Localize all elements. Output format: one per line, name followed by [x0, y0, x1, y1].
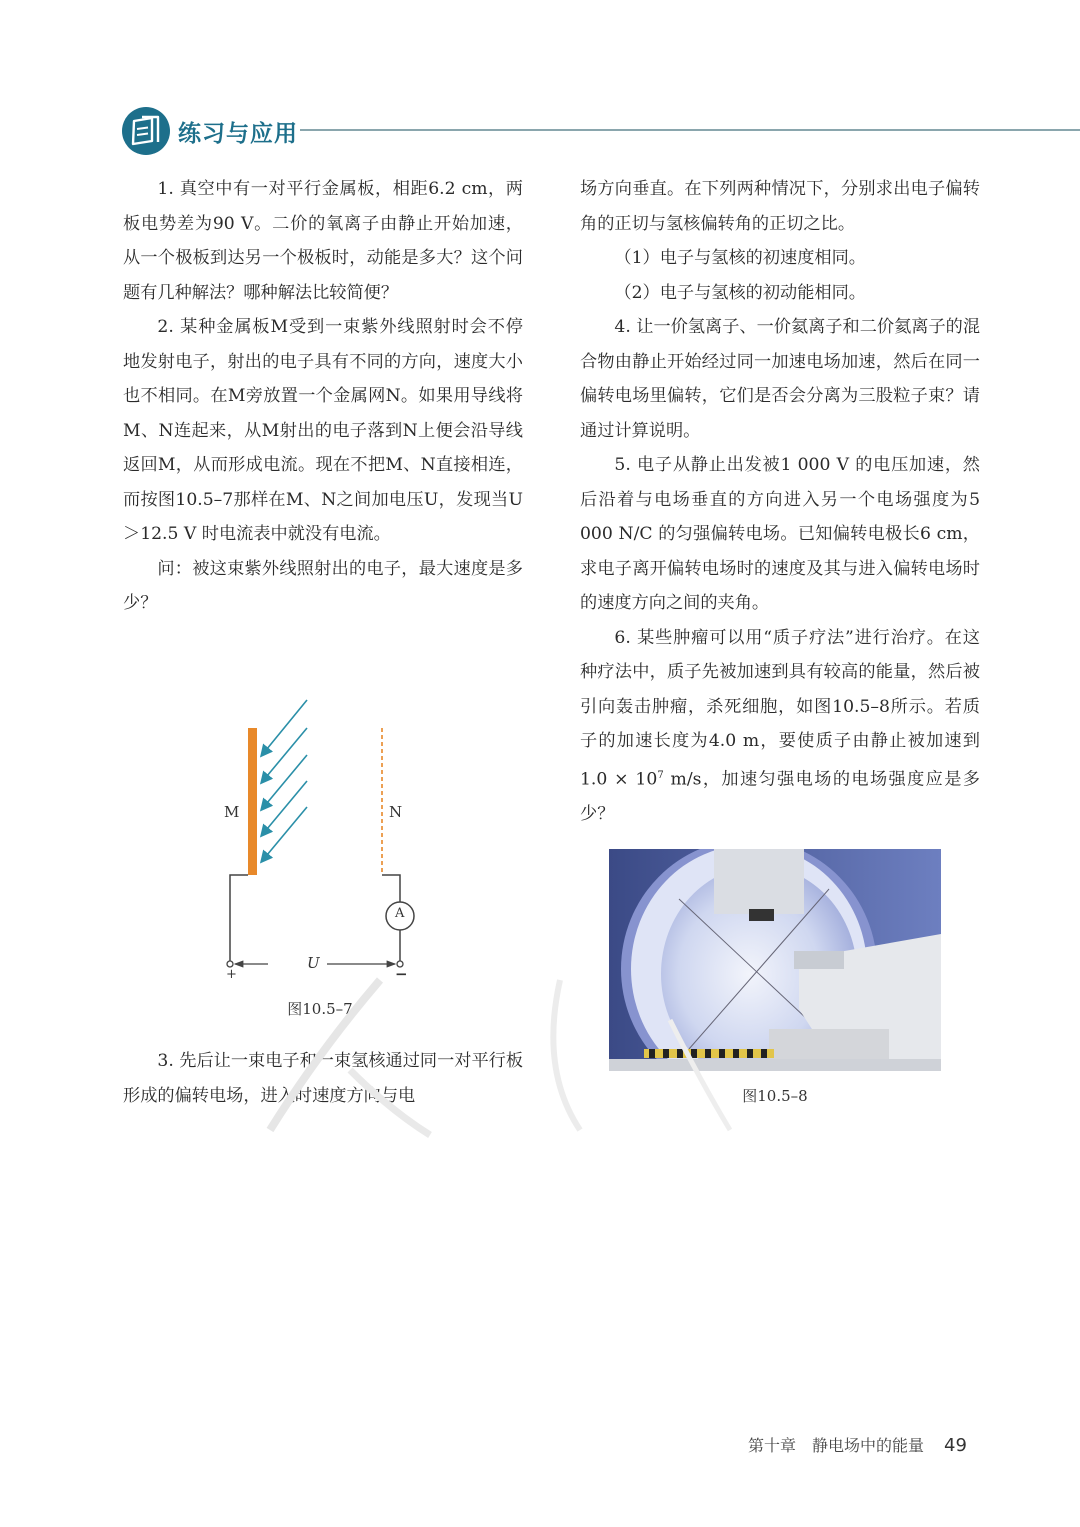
chapter-title: 静电场中的能量 [812, 1436, 925, 1455]
question-3-sub-2: （2）电子与氢核的初动能相同。 [614, 282, 866, 303]
right-column [580, 172, 980, 831]
section-header [122, 107, 1080, 157]
question-6-text-b: m/s，加速匀强电场的电场强度应是多少？ [580, 769, 980, 824]
notebook-pages-icon [122, 107, 170, 155]
left-column [123, 172, 523, 621]
question-3-part-1: 3. 先后让一束电子和一束氢核通过同一对平行板形成的偏转电场，进入时速度方向与电 [123, 1051, 524, 1106]
section-title: 练习与应用 [178, 121, 298, 147]
exponent: 7 [657, 769, 664, 781]
question-5: 5. 电子从静止出发被1 000 V 的电压加速，然后沿着与电场垂直的方向进入另一个电场强度为5 000 N/C 的匀强偏转电场。已知偏转电极长6 cm，求电子离开偏转电场时的速度及其与进入偏转电场时的速度方向之间的夹角。 [580, 455, 980, 613]
label-m: M [224, 803, 240, 821]
question-2-ask: 问：被这束紫外线照射出的电子，最大速度是多少？ [123, 558, 523, 613]
question-6-text-a: 6. 某些肿瘤可以用“质子疗法”进行治疗。在这种疗法中，质子先被加速到具有较高的能量，然后被引向轰击肿瘤，杀死细胞，如图10.5–8所示。若质子的加速长度为4.0 m，要使质子由静止被加速到1.0 × 10 [580, 627, 980, 790]
header-divider [300, 129, 1080, 131]
label-minus: − [395, 965, 408, 983]
figure-caption-2: 图10.5–8 [742, 1087, 808, 1105]
label-plus: + [226, 967, 237, 982]
circuit-diagram [200, 695, 440, 985]
figure-10-5-7 [200, 695, 440, 1035]
chapter-number: 第十章 [748, 1436, 797, 1455]
question-3-part-2: 场方向垂直。在下列两种情况下，分别求出电子偏转角的正切与氢核偏转角的正切之比。 [580, 179, 980, 234]
metal-plate-m [248, 728, 257, 875]
label-n: N [389, 803, 403, 821]
question-4: 4. 让一价氢离子、一价氦离子和二价氦离子的混合物由静止开始经过同一加速电场加速，然后在同一偏转电场里偏转，它们是否会分离为三股粒子束？请通过计算说明。 [580, 317, 981, 441]
ammeter-label: A [395, 906, 405, 921]
question-3-sub-1: （1）电子与氢核的初速度相同。 [614, 248, 866, 268]
question-6 [580, 621, 980, 832]
uv-rays [262, 700, 307, 861]
label-u: U [307, 954, 320, 972]
question-1: 1. 真空中有一对平行金属板，相距6.2 cm，两板电势差为90 V。二价的氧离子由静止开始加速，从一个极板到达另一个极板时，动能是多大？这个问题有几种解法？哪种解法比较简便？ [123, 179, 523, 303]
page-number: 49 [944, 1435, 967, 1456]
proton-therapy-room-photo [609, 849, 941, 1071]
page-footer [748, 1433, 967, 1456]
question-3-start [123, 1044, 523, 1113]
wires [230, 875, 400, 961]
question-2: 2. 某种金属板M受到一束紫外线照射时会不停地发射电子，射出的电子具有不同的方向，速度大小也不相同。在M旁放置一个金属网N。如果用导线将M、N连起来，从M射出的电子落到N上便会沿导线返回M，从而形成电流。现在不把M、N直接相连，而按图10.5–7那样在M、N之间加电压U，发现当U＞12.5 V 时电流表中就没有电流。 [123, 317, 523, 544]
figure-caption: 图10.5–7 [287, 1000, 353, 1018]
